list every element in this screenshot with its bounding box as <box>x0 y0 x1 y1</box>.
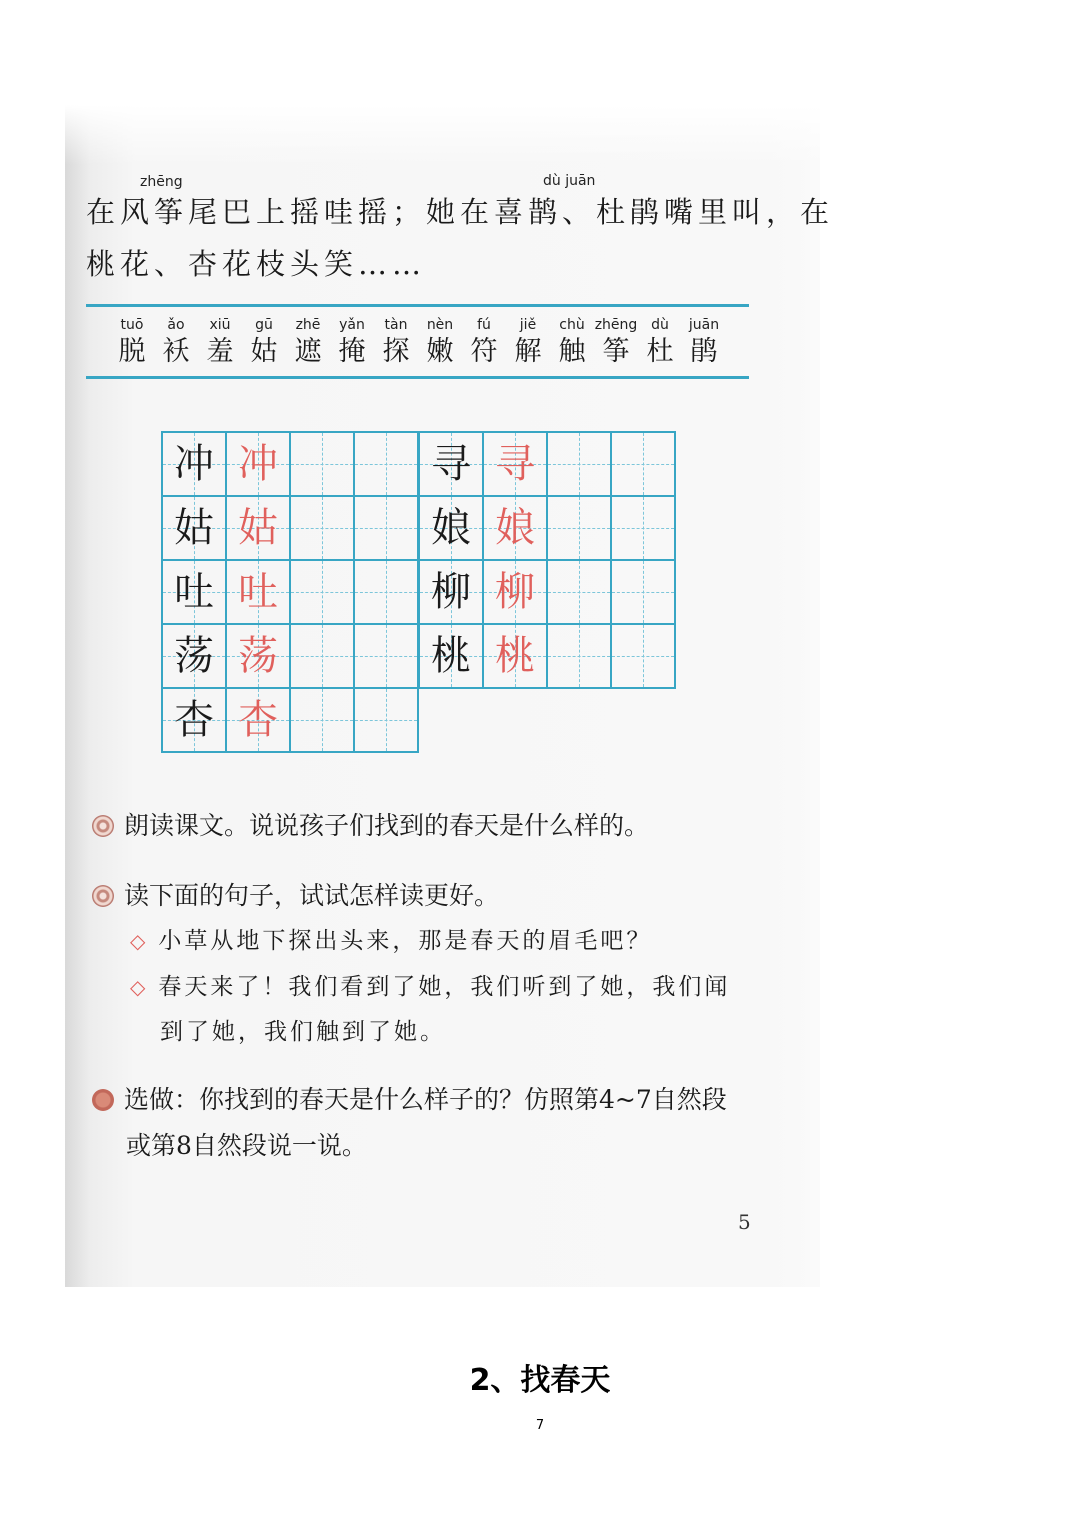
grid-cell-blank <box>354 432 418 496</box>
vocab-top-rule <box>86 304 749 307</box>
diamond-icon: ◇ <box>130 929 149 953</box>
vocab-list <box>110 317 726 367</box>
grid-cell-blank <box>547 432 611 496</box>
footer-page-number: 7 <box>535 1418 545 1433</box>
grid-cell-blank <box>611 560 675 624</box>
pinyin-dujuan: dù juān <box>543 173 596 189</box>
grid-row <box>162 688 418 752</box>
grid-cell-blank <box>290 688 354 752</box>
vocab-item: ǎo 袄 <box>162 317 190 367</box>
writing-grid-right <box>418 431 676 689</box>
exercise-2-sentence-1: ◇ 小草从地下探出头来，那是春天的眉毛吧？ <box>130 928 653 954</box>
grid-cell-blank <box>611 432 675 496</box>
grid-cell-model: 娘 <box>419 496 483 560</box>
passage-line-1: 在风筝尾巴上摇哇摇；她在喜鹊、杜鹃嘴里叫，在 <box>86 195 835 229</box>
vocab-item: gū 姑 <box>250 317 278 367</box>
grid-row <box>162 496 418 560</box>
grid-row <box>162 560 418 624</box>
grid-cell-trace: 吐 <box>226 560 290 624</box>
flower-bullet-icon <box>92 815 114 837</box>
grid-row <box>162 624 418 688</box>
vocab-item: juān 鹃 <box>688 317 720 367</box>
exercise-2-sentence-2-cont: 到了她，我们触到了她。 <box>160 1019 446 1045</box>
vocab-item: tàn 探 <box>382 317 410 367</box>
grid-cell-model: 柳 <box>419 560 483 624</box>
exercise-2: 读下面的句子，试试怎样读更好。 <box>92 876 499 912</box>
grid-cell-trace: 寻 <box>483 432 547 496</box>
grid-cell-model: 姑 <box>162 496 226 560</box>
vocab-item: jiě 解 <box>514 317 542 367</box>
grid-cell-trace: 姑 <box>226 496 290 560</box>
grid-row <box>419 624 675 688</box>
grid-cell-trace: 冲 <box>226 432 290 496</box>
grid-cell-model: 荡 <box>162 624 226 688</box>
grid-cell-blank <box>354 688 418 752</box>
grid-cell-blank <box>611 496 675 560</box>
grid-cell-blank <box>547 624 611 688</box>
grid-cell-blank <box>354 496 418 560</box>
grid-row <box>162 432 418 496</box>
exercise-1: 朗读课文。说说孩子们找到的春天是什么样的。 <box>92 806 649 842</box>
vocab-item: nèn 嫩 <box>426 317 454 367</box>
grid-cell-blank <box>290 624 354 688</box>
flower-bullet-icon <box>92 885 114 907</box>
grid-row <box>419 432 675 496</box>
grid-cell-model: 桃 <box>419 624 483 688</box>
grid-cell-blank <box>547 496 611 560</box>
pinyin-zheng: zhēng <box>140 174 183 190</box>
grid-cell-trace: 荡 <box>226 624 290 688</box>
grid-cell-blank <box>290 560 354 624</box>
vocab-item: fú 符 <box>470 317 498 367</box>
grid-cell-trace: 桃 <box>483 624 547 688</box>
vocab-bottom-rule <box>86 376 749 379</box>
vocab-item: zhē 遮 <box>294 317 322 367</box>
exercise-2-sentence-2: ◇ 春天来了！我们看到了她，我们听到了她，我们闻 <box>130 974 731 1000</box>
flower-bullet-icon <box>92 1089 114 1111</box>
grid-cell-model: 杏 <box>162 688 226 752</box>
grid-cell-blank <box>354 624 418 688</box>
vocab-item: zhēng 筝 <box>594 317 638 367</box>
passage-line-2: 桃花、杏花枝头笑…… <box>86 247 427 281</box>
writing-grid-left <box>161 431 419 753</box>
grid-cell-blank <box>290 432 354 496</box>
vocab-item: chù 触 <box>558 317 586 367</box>
grid-cell-model: 冲 <box>162 432 226 496</box>
grid-row <box>419 560 675 624</box>
grid-cell-trace: 柳 <box>483 560 547 624</box>
book-page-number: 5 <box>738 1210 751 1234</box>
grid-cell-blank <box>354 560 418 624</box>
vocab-item: yǎn 掩 <box>338 317 366 367</box>
grid-cell-blank <box>547 560 611 624</box>
section-heading: 2、找春天 <box>469 1363 611 1398</box>
grid-cell-model: 吐 <box>162 560 226 624</box>
exercise-3: 选做：你找到的春天是什么样子的？仿照第4~7自然段 <box>92 1080 727 1116</box>
grid-cell-model: 寻 <box>419 432 483 496</box>
grid-cell-blank <box>611 624 675 688</box>
exercise-3-cont: 或第8自然段说一说。 <box>126 1131 367 1160</box>
vocab-item: xiū 羞 <box>206 317 234 367</box>
diamond-icon: ◇ <box>130 975 149 999</box>
grid-cell-trace: 娘 <box>483 496 547 560</box>
grid-cell-blank <box>290 496 354 560</box>
grid-cell-trace: 杏 <box>226 688 290 752</box>
vocab-item: tuō 脱 <box>118 317 146 367</box>
vocab-item: dù 杜 <box>646 317 674 367</box>
grid-row <box>419 496 675 560</box>
